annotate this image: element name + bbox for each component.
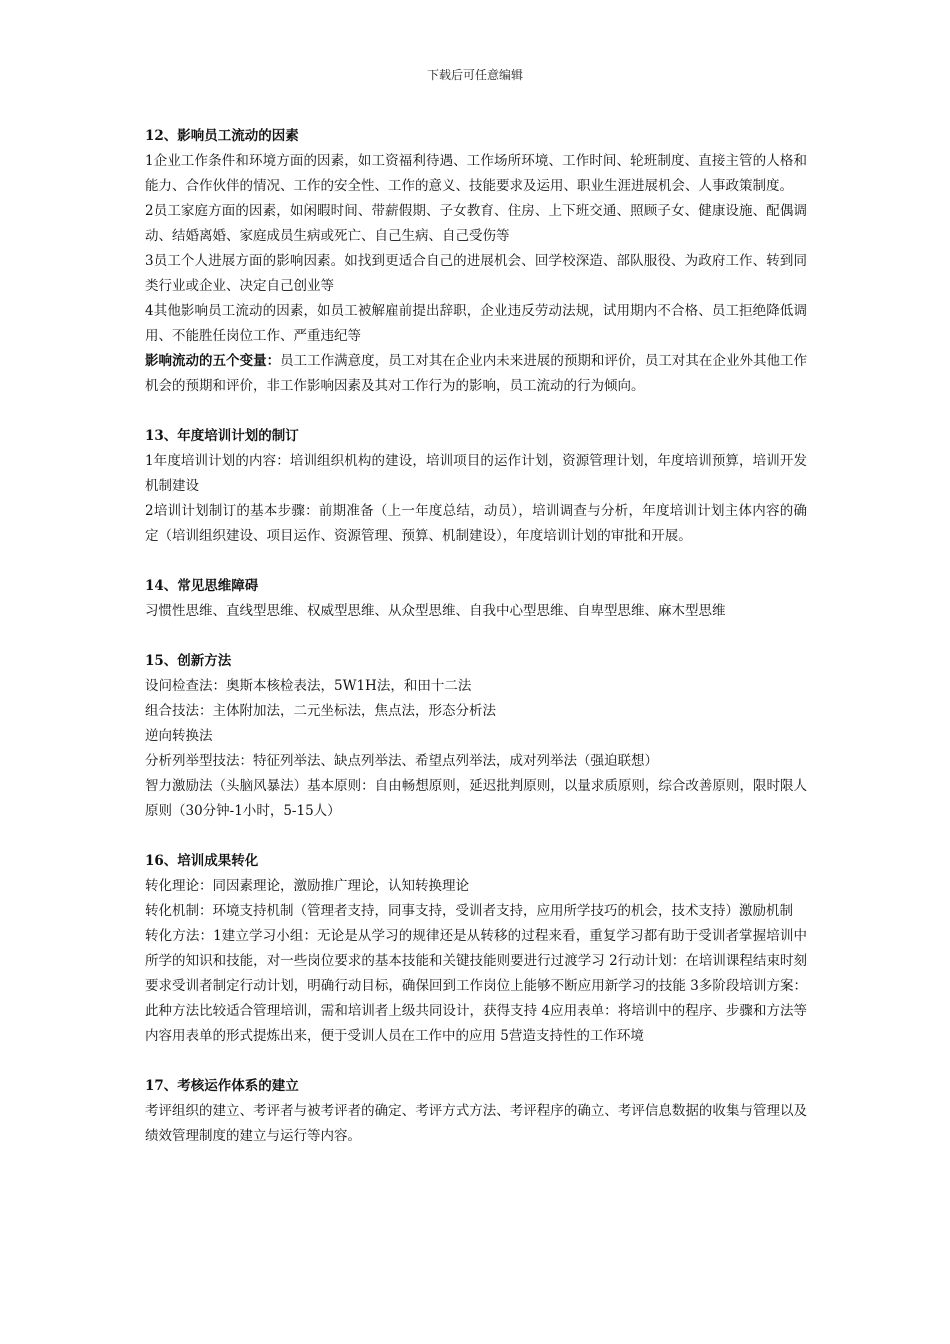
bold-lead: 影响流动的五个变量： — [145, 353, 281, 369]
paragraph: 分析列举型技法：特征列举法、缺点列举法、希望点列举法，成对列举法（强迫联想） — [145, 753, 658, 769]
paragraph: 转化方法：1建立学习小组：无论是从学习的规律还是从转移的过程来看，重复学习都有助于受训者掌握培训中所学的知识和技能，对一些岗位要求的基本技能和关键技能则要进行过渡学习 2行动计划：在培训课程结束时刻要求受训者制定行动计划，明确行动目标，确保回到工作岗位上能够不断应用新学习的技能 3多阶段培训方案：此种方法比较适合管理培训，需和培训者上级共同设计，获得支持 4应用表单：将培训中的程序、步骤和方法等内容用表单的形式提炼出来，便于受训人员在工作中的应用 5营造支持性的工作环境 — [145, 928, 807, 1044]
section-title: 12、影响员工流动的因素 — [145, 128, 299, 144]
section-13 — [145, 424, 807, 549]
paragraph: 转化理论：同因素理论，激励推广理论，认知转换理论 — [145, 878, 469, 894]
paragraph: 逆向转换法 — [145, 728, 213, 744]
paragraph: 1年度培训计划的内容：培训组织机构的建设，培训项目的运作计划，资源管理计划，年度培训预算，培训开发机制建设 — [145, 453, 807, 494]
section-title: 16、培训成果转化 — [145, 853, 259, 869]
paragraph-text: 员工工作满意度，员工对其在企业内未来进展的预期和评价，员工对其在企业外其他工作机会的预期和评价，非工作影响因素及其对工作行为的影响，员工流动的行为倾向。 — [145, 353, 808, 394]
paragraph: 考评组织的建立、考评者与被考评者的确定、考评方式方法、考评程序的确立、考评信息数据的收集与管理以及绩效管理制度的建立与运行等内容。 — [145, 1103, 807, 1144]
section-title: 14、常见思维障碍 — [145, 578, 259, 594]
section-title: 17、考核运作体系的建立 — [145, 1078, 299, 1094]
paragraph: 4其他影响员工流动的因素，如员工被解雇前提出辞职，企业违反劳动法规，试用期内不合格、员工拒绝降低调用、不能胜任岗位工作、严重违纪等 — [145, 303, 807, 344]
paragraph — [145, 349, 807, 399]
paragraph: 2培训计划制订的基本步骤：前期准备（上一年度总结，动员），培训调查与分析，年度培训计划主体内容的确定（培训组织建设、项目运作、资源管理、预算、机制建设），年度培训计划的审批和开展。 — [145, 503, 807, 544]
paragraph: 习惯性思维、直线型思维、权威型思维、从众型思维、自我中心型思维、自卑型思维、麻木型思维 — [145, 603, 726, 619]
paragraph: 3员工个人进展方面的影响因素。如找到更适合自己的进展机会、回学校深造、部队服役、为政府工作、转到同类行业或企业、决定自己创业等 — [145, 253, 807, 294]
paragraph: 2员工家庭方面的因素，如闲暇时间、带薪假期、子女教育、住房、上下班交通、照顾子女、健康设施、配偶调动、结婚离婚、家庭成员生病或死亡、自己生病、自己受伤等 — [145, 203, 807, 244]
section-title: 15、创新方法 — [145, 653, 232, 669]
section-12 — [145, 124, 807, 399]
section-16 — [145, 849, 807, 1049]
section-17 — [145, 1074, 807, 1149]
paragraph: 组合技法：主体附加法，二元坐标法，焦点法，形态分析法 — [145, 703, 496, 719]
paragraph: 设问检查法：奥斯本核检表法，5W1H法，和田十二法 — [145, 678, 472, 694]
page-header: 下载后可任意编辑 — [426, 68, 523, 82]
paragraph: 1企业工作条件和环境方面的因素，如工资福利待遇、工作场所环境、工作时间、轮班制度、直接主管的人格和能力、合作伙伴的情况、工作的安全性、工作的意义、技能要求及运用、职业生涯进展机会、人事政策制度。 — [145, 153, 807, 194]
section-15 — [145, 649, 807, 824]
section-14 — [145, 574, 807, 624]
paragraph: 智力激励法（头脑风暴法）基本原则：自由畅想原则，延迟批判原则，以量求质原则，综合改善原则，限时限人原则（30分钟-1小时，5-15人） — [145, 778, 807, 819]
section-title: 13、年度培训计划的制订 — [145, 428, 299, 444]
paragraph: 转化机制：环境支持机制（管理者支持，同事支持，受训者支持，应用所学技巧的机会，技术支持）激励机制 — [145, 903, 793, 919]
document-body — [145, 124, 807, 1174]
